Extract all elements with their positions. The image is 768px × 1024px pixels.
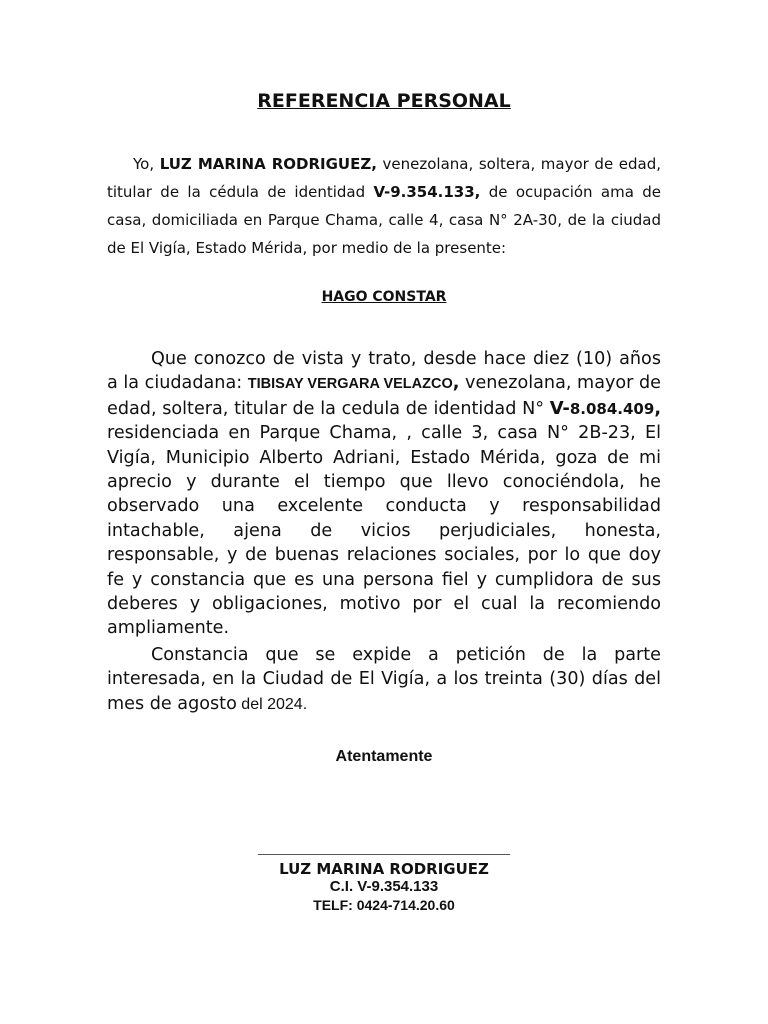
signature-id: C.I. V-9.354.133 — [329, 878, 439, 895]
signoff: Atentamente — [335, 748, 433, 765]
intro-name: LUZ MARINA RODRIGUEZ, — [159, 155, 377, 173]
intro-ci: V-9.354.133, — [373, 183, 481, 201]
intro-paragraph — [107, 150, 661, 262]
signature-phone: TELF: 0424-714.20.60 — [313, 897, 455, 913]
document-title: REFERENCIA PERSONAL — [257, 90, 511, 112]
body-referenced-name: TIBISAY VERGARA VELAZCO — [247, 376, 453, 393]
body-name-comma: , — [452, 373, 460, 394]
closing-paragraph — [107, 643, 661, 717]
closing-year: del 2024. — [236, 695, 308, 713]
signature-line — [258, 854, 510, 855]
signature-name: LUZ MARINA RODRIGUEZ — [279, 860, 489, 878]
body-paragraph — [107, 347, 661, 641]
intro-text-1: venezolana, soltera, mayor de edad, titular de la cédula de identidad — [107, 155, 661, 201]
body-text-3: residenciada en Parque Chama, , calle 3, casa N° 2B-23, El Vigía, Municipio Alberto Adriani, Estado Mérida, goza de mi aprecio y durante el tiempo que llevo conociéndola, he observado una excelente conducta y responsabilidad intachable, ajena de vicios perjudiciales, honesta, responsable, y de buenas relaciones sociales, por lo que doy fe y constancia que es una persona fiel y cumplidora de sus deberes y obligaciones, motivo por el cual la recomiendo ampliamente. — [107, 423, 661, 639]
intro-text-2: de ocupación ama de casa, domiciliada en Parque Chama, calle 4, casa N° 2A-30, de la ciudad de El Vigía, Estado Mérida, por medio de la presente: — [107, 183, 661, 257]
intro-lead: Yo, — [133, 155, 160, 173]
section-heading: HAGO CONSTAR — [321, 289, 447, 305]
closing-text: Constancia que se expide a petición de la parte interesada, en la Ciudad de El Vigía, a los treinta (30) días del mes de agosto — [107, 645, 661, 714]
body-text-2: venezolana, mayor de edad, soltera, titular de la cedula de identidad N° — [107, 373, 661, 419]
body-ci-number: 8.084.409 — [569, 399, 655, 418]
body-ci-comma: , — [654, 398, 661, 419]
body-ci-prefix: V- — [549, 397, 570, 419]
body-text-1: Que conozco de vista y trato, desde hace diez (10) años a la ciudadana: — [107, 349, 661, 394]
